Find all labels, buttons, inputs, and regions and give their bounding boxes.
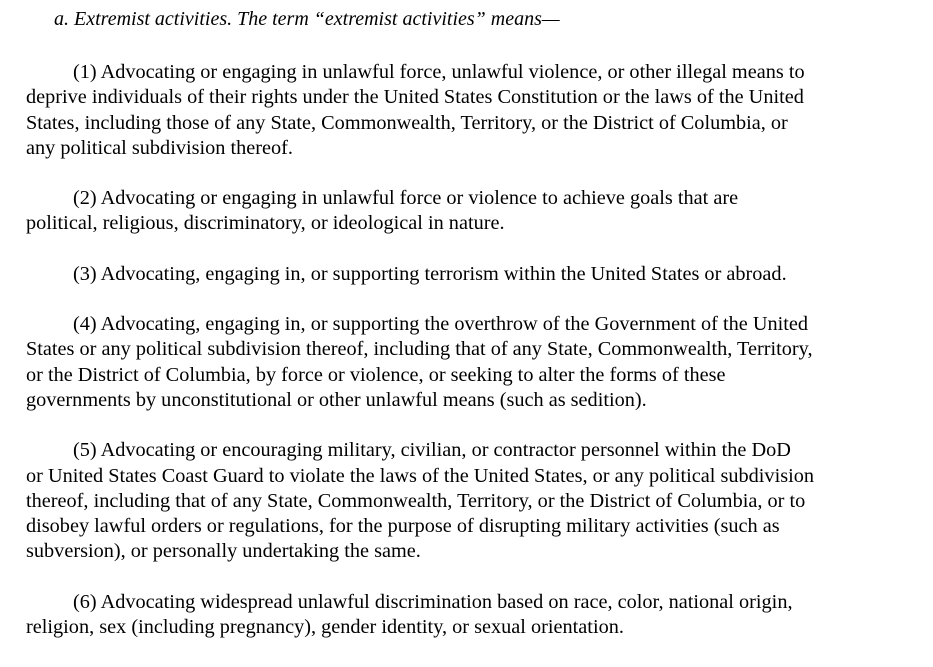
paragraph-6-line-2: religion, sex (including pregnancy), gender identity, or sexual orientation.	[26, 616, 624, 639]
paragraph-2	[26, 186, 926, 237]
paragraph-6	[26, 590, 926, 641]
paragraph-2-line-2: political, religious, discriminatory, or ideological in nature.	[26, 212, 505, 235]
paragraph-4-line-4: governments by unconstitutional or other unlawful means (such as sedition).	[26, 388, 647, 411]
paragraph-1-line-2: deprive individuals of their rights under the United States Constitution or the laws of the United	[26, 86, 804, 109]
paragraph-5-line-4: disobey lawful orders or regulations, for the purpose of disrupting military activities (such as	[26, 515, 780, 538]
section-heading: a. Extremist activities. The term “extremist activities” means—	[54, 8, 560, 30]
paragraph-5-line-3: thereof, including that of any State, Commonwealth, Territory, or the District of Columbia, or to	[26, 489, 806, 512]
paragraph-1-line-3: States, including those of any State, Commonwealth, Territory, or the District of Columbia, or	[26, 111, 788, 134]
paragraph-4-line-2: States or any political subdivision thereof, including that of any State, Commonwealth, Territory,	[26, 338, 813, 361]
paragraph-1-line-1: (1) Advocating or engaging in unlawful force, unlawful violence, or other illegal means to	[73, 61, 805, 83]
paragraph-4	[26, 312, 926, 413]
paragraph-1-line-4: any political subdivision thereof.	[26, 136, 293, 159]
paragraph-2-line-1: (2) Advocating or engaging in unlawful force or violence to achieve goals that are	[73, 187, 739, 210]
paragraph-3-line-1: (3) Advocating, engaging in, or supporting terrorism within the United States or abroad.	[73, 262, 787, 285]
document-page	[26, 6, 926, 640]
paragraph-1	[26, 60, 926, 161]
paragraph-6-line-1: (6) Advocating widespread unlawful discrimination based on race, color, national origin,	[73, 590, 793, 613]
paragraph-3	[26, 262, 926, 287]
paragraph-5-line-1: (5) Advocating or encouraging military, civilian, or contractor personnel within the DoD	[73, 439, 791, 462]
paragraph-4-line-1: (4) Advocating, engaging in, or supporting the overthrow of the Government of the United	[73, 313, 809, 336]
paragraph-5-line-5: subversion), or personally undertaking the same.	[26, 540, 421, 563]
paragraph-5	[26, 438, 926, 564]
paragraph-4-line-3: or the District of Columbia, by force or violence, or seeking to alter the forms of these	[26, 363, 726, 386]
paragraph-5-line-2: or United States Coast Guard to violate the laws of the United States, or any political subdivision	[26, 464, 815, 487]
